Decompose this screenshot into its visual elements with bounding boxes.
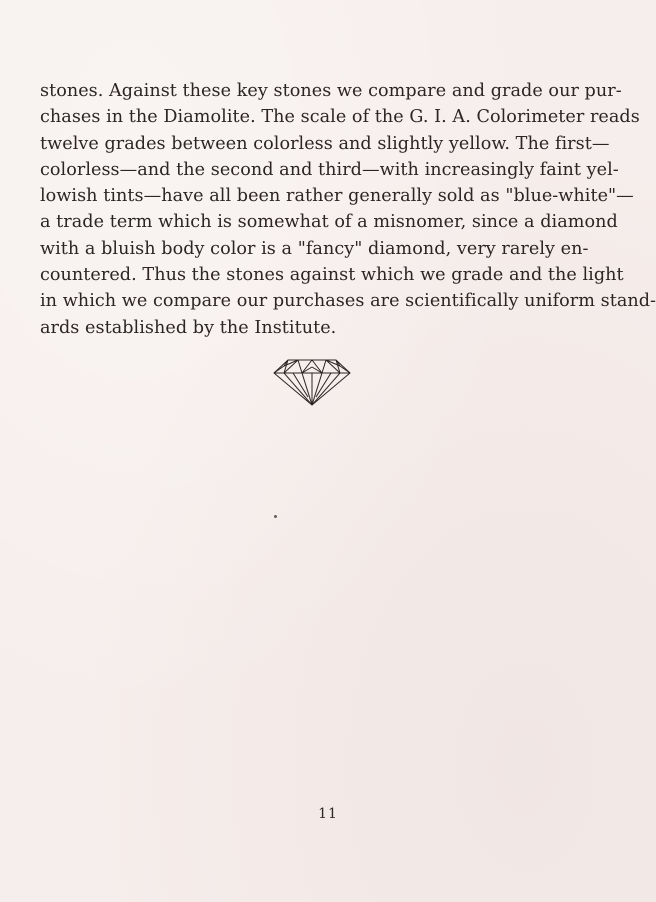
text-line-4: colorless—and the second and third—with increasingly faint yel- (40, 159, 619, 180)
text-line-3: twelve grades between colorless and slightly yellow. The first— (40, 133, 610, 154)
text-line-2: chases in the Diamolite. The scale of the G. I. A. Colorimeter reads (40, 107, 640, 128)
text-line-10: ards established by the Institute. (40, 317, 337, 338)
text-line-7: with a bluish body color is a "fancy" diamond, very rarely en- (40, 238, 589, 259)
text-line-8: countered. Thus the stones against which we grade and the light (40, 265, 624, 286)
text-line-1: stones. Against these key stones we compare and grade our pur- (40, 81, 622, 101)
page-number: 11 (318, 806, 338, 822)
text-line-6: a trade term which is somewhat of a misnomer, since a diamond (40, 212, 618, 233)
body-paragraph (40, 78, 656, 341)
text-line-5: lowish tints—have all been rather generally sold as "blue-white"— (40, 186, 634, 207)
text-line-9: in which we compare our purchases are scientifically uniform stand- (40, 291, 656, 312)
paper-speck (274, 515, 277, 518)
diamond-icon (272, 357, 352, 407)
